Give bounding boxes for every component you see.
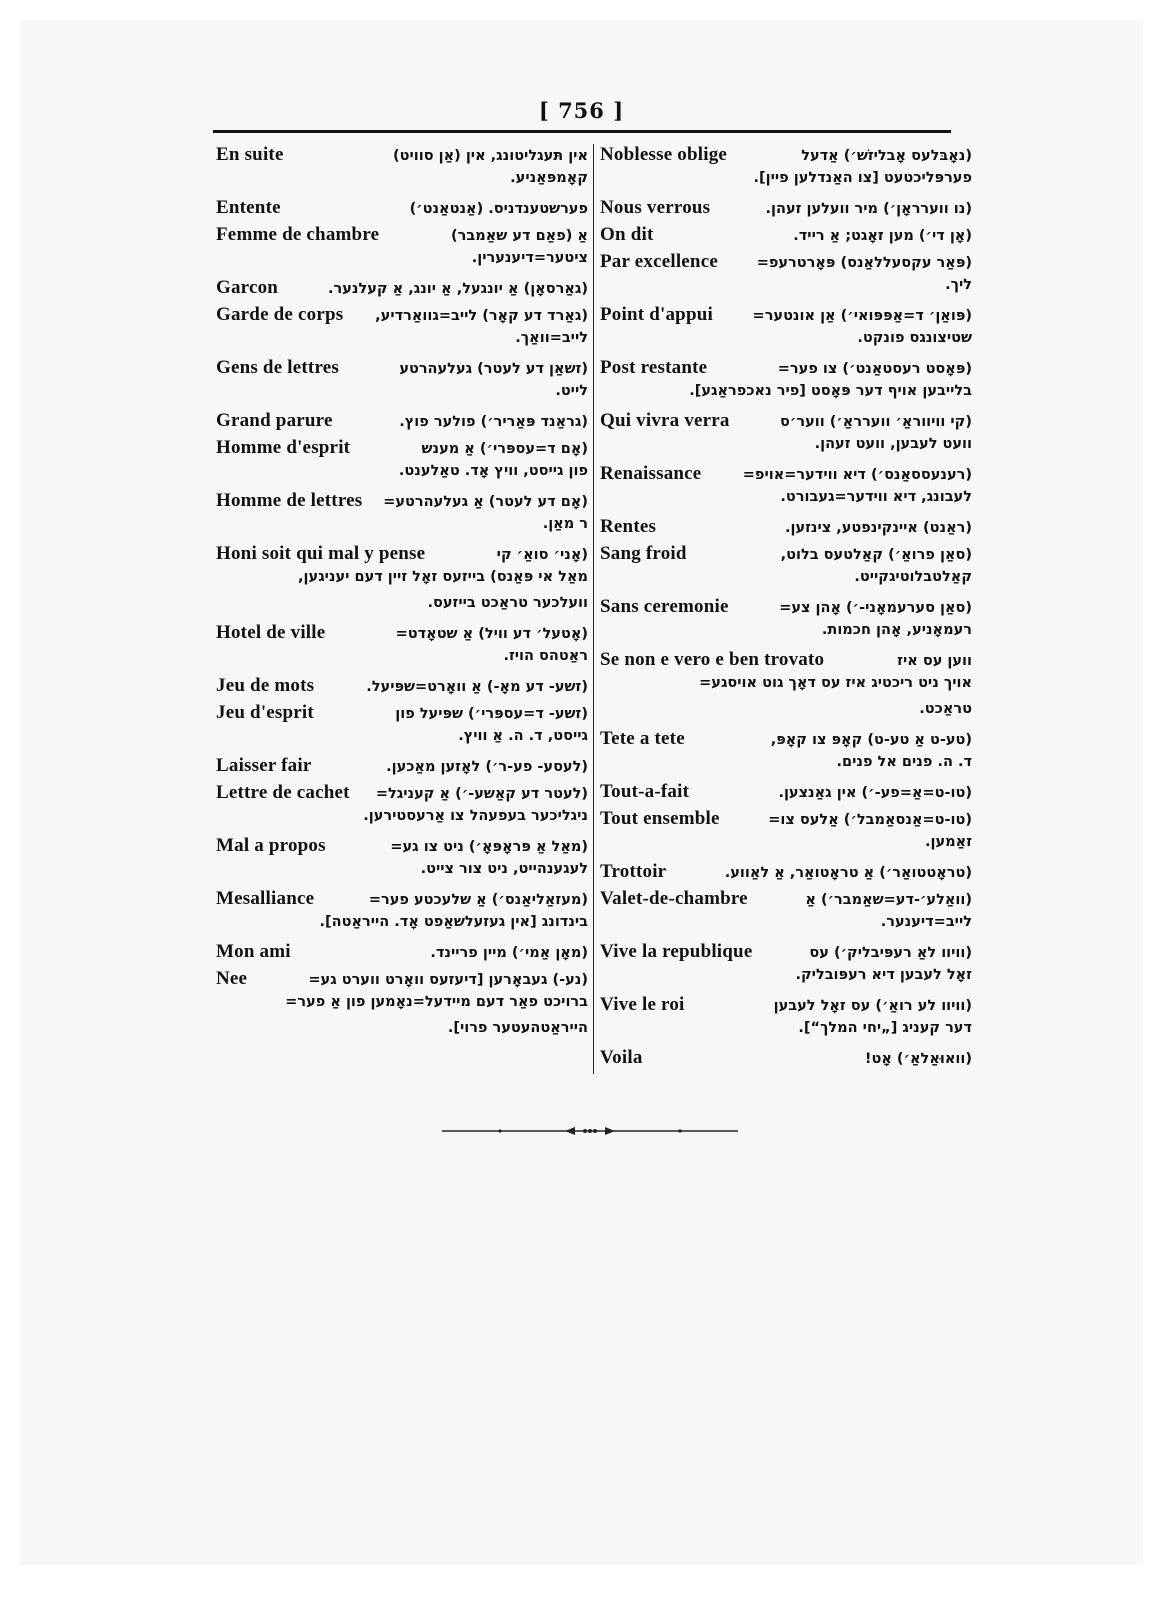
- page-number: [ 756 ]: [538, 98, 625, 123]
- entry-translation: (זשע- דע מאָ-) אַ וואָרט=שפּיעל.: [366, 679, 588, 695]
- entry-first-line: [216, 835, 588, 861]
- entry-translation: (זשאַן דע לעטר) געלעהרטע: [399, 361, 588, 377]
- entry-continuation: דער קעניג [„יחי המלך“].: [798, 1020, 972, 1036]
- dictionary-entry: [216, 437, 588, 489]
- entry-headword: Tout ensemble: [600, 808, 720, 829]
- entry-headword: Noblesse oblige: [600, 144, 728, 165]
- dictionary-entry: [600, 543, 972, 595]
- entry-translation: (נו ווערראָן׳) מיר וועלען זעהן.: [765, 201, 972, 217]
- dictionary-entry: [216, 277, 588, 303]
- header-rule: [213, 130, 951, 133]
- dictionary-entry: [600, 197, 972, 223]
- dictionary-entry: [600, 649, 972, 727]
- entry-first-line: [216, 224, 588, 250]
- entry-continuation: טראַכט.: [919, 701, 972, 717]
- dictionary-entry: [600, 516, 972, 542]
- dictionary-entry: [600, 941, 972, 993]
- entry-translation: (נאָבּלעס אָבליזשׁ׳) אַדעל: [801, 148, 972, 164]
- dictionary-entry: [216, 941, 588, 967]
- entry-translation: (נע-) געבאָרען [דיעזעס וואָרט ווערט גע=: [308, 972, 588, 988]
- entry-headword: Homme de lettres: [216, 490, 363, 511]
- entry-translation: (גאַרד דע קאָר) לייב=גוואַרדיע,: [375, 308, 588, 324]
- entry-headword: Entente: [216, 197, 281, 218]
- dictionary-entry: [600, 1047, 972, 1073]
- entry-continuation: גייסט, ד. ה. אַ וויץ.: [458, 728, 588, 744]
- entry-first-line: [600, 144, 972, 170]
- dictionary-entry: [600, 596, 972, 648]
- entry-translation: (טע-ט אַ טע-ט) קאָפּ צו קאָפּ,: [770, 732, 972, 748]
- entry-continuation: בינדונג [אין געזעלשאַפט אָד. הייראַטה].: [319, 914, 588, 930]
- entry-continuation: לעבונג, דיא ווידער=געבורט.: [780, 489, 972, 505]
- entry-first-line: [600, 224, 972, 250]
- entry-first-line: [216, 197, 588, 223]
- entry-first-line: [600, 463, 972, 489]
- entry-translation: (אָני׳ סואַ׳ קי: [496, 547, 588, 563]
- entry-headword: Mal a propos: [216, 835, 326, 856]
- dictionary-entry: [216, 702, 588, 754]
- entry-headword: Sans ceremonie: [600, 596, 729, 617]
- entry-first-line: [600, 304, 972, 330]
- entry-headword: Rentes: [600, 516, 657, 537]
- entry-first-line: [600, 516, 972, 542]
- entry-translation: (מאַל אַ פּראָפּאָ׳) ניט צו גע=: [390, 839, 588, 855]
- entry-headword: Vive le roi: [600, 994, 685, 1015]
- dictionary-entry: [600, 357, 972, 409]
- entry-translation: (אָטעל׳ דע וויל) אַ שטאָדט=: [395, 626, 588, 642]
- entry-translation: (אָן די׳) מען זאָגט; אַ רייד.: [793, 228, 972, 244]
- entry-first-line: [216, 437, 588, 463]
- entry-headword: Nous verrous: [600, 197, 711, 218]
- entry-first-line: [600, 251, 972, 277]
- entry-headword: Voila: [600, 1047, 643, 1068]
- entry-translation: (גראַנד פּאַריר׳) פולער פוץ.: [399, 414, 588, 430]
- entry-translation: (לעסע- פע-ר׳) לאָזען מאַכען.: [386, 759, 588, 775]
- entry-translation: (פּואַן׳ ד=אַפּפּואי׳) אַן אונטער=: [752, 308, 972, 324]
- entry-continuation: ניגליכער בעפעהל צו אַרעסטירען.: [363, 808, 588, 824]
- entry-first-line: [216, 357, 588, 383]
- entry-headword: Jeu de mots: [216, 675, 315, 696]
- entry-translation: (גאַרסאָן) אַ יונגעל, אַ יונג, אַ קעלנער.: [328, 281, 588, 297]
- entry-first-line: [216, 755, 588, 781]
- entry-first-line: [600, 888, 972, 914]
- entry-headword: Valet-de-chambre: [600, 888, 748, 909]
- entry-headword: Femme de chambre: [216, 224, 380, 245]
- entry-first-line: [600, 781, 972, 807]
- dictionary-entry: [600, 994, 972, 1046]
- entry-first-line: [600, 410, 972, 436]
- entry-headword: Garcon: [216, 277, 279, 298]
- entry-first-line: [216, 543, 588, 569]
- entry-translation: (זשע- ד=עספּרי׳) שפּיעל פון: [395, 706, 588, 722]
- entry-translation: (סאַן סערעמאָני-׳) אָהן צע=: [779, 600, 972, 616]
- dictionary-entry: [600, 251, 972, 303]
- entry-headword: Lettre de cachet: [216, 782, 350, 803]
- entry-translation: (סאַן פרואַ׳) קאַלטעס בלוט,: [780, 547, 972, 563]
- entry-continuation: פון גייסט, וויץ אָד. טאַלענט.: [398, 463, 588, 479]
- entry-headword: Renaissance: [600, 463, 702, 484]
- entry-translation: (וואַלע׳-דע=שאַמבר׳) אַ: [805, 892, 972, 908]
- entry-continuation: זאַמען.: [925, 834, 972, 850]
- entry-translation: ווען עס איז: [897, 653, 972, 669]
- entry-continuation: וועלכער טראַכט בייזעס.: [427, 595, 588, 611]
- entry-translation: אַ (פאַם דע שאַמבר): [451, 228, 588, 244]
- dictionary-entry: [216, 835, 588, 887]
- entry-translation: (קי וויווראַ׳ ווערראַ׳) ווער׳ס: [780, 414, 972, 430]
- entry-first-line: [600, 649, 972, 675]
- entry-first-line: [216, 675, 588, 701]
- entry-first-line: [600, 941, 972, 967]
- entry-headword: Mon ami: [216, 941, 291, 962]
- dictionary-entry: [600, 728, 972, 780]
- entry-first-line: [600, 861, 972, 887]
- entry-headword: Jeu d'esprit: [216, 702, 314, 723]
- entry-headword: Tete a tete: [600, 728, 685, 749]
- entry-first-line: [600, 197, 972, 223]
- dictionary-entry: [216, 224, 588, 276]
- entry-headword: Gens de lettres: [216, 357, 339, 378]
- entry-headword: Post restante: [600, 357, 708, 378]
- entry-translation: (וויוו לאַ רעפּיבליק׳) עס: [809, 945, 972, 961]
- entry-translation: (מעזאַליאַנס׳) אַ שלעכטע פער=: [368, 892, 588, 908]
- entry-continuation: הייראַטהעטער פרוי].: [447, 1020, 588, 1036]
- entry-headword: Honi soit qui mal y pense: [216, 543, 426, 564]
- dictionary-entry: [216, 888, 588, 940]
- entry-headword: Se non e vero e ben trovato: [600, 649, 825, 670]
- entry-continuation: לייב=דיענער.: [880, 914, 972, 930]
- entry-translation: (אָם דע לעטר) אַ געלעהרטע=: [383, 494, 588, 510]
- entry-translation: (טו-ט=אַנסאַמבל׳) אַלעס צו=: [768, 812, 972, 828]
- dictionary-entry: [600, 410, 972, 462]
- entry-continuation: שטיצונגס פונקט.: [857, 330, 972, 346]
- entry-headword: Par excellence: [600, 251, 718, 272]
- entry-first-line: [216, 410, 588, 436]
- entry-continuation: קאָמפּאַניע.: [510, 170, 588, 186]
- scanned-page: [20, 20, 1143, 1565]
- entry-headword: Nee: [216, 968, 248, 989]
- left-column: [216, 144, 588, 1047]
- entry-first-line: [600, 543, 972, 569]
- entry-translation: (וואוּאַלאַ׳) אָט!: [864, 1051, 972, 1067]
- dictionary-entry: [600, 861, 972, 887]
- entry-first-line: [600, 1047, 972, 1073]
- entry-headword: Hotel de ville: [216, 622, 326, 643]
- entry-first-line: [600, 596, 972, 622]
- entry-first-line: [600, 357, 972, 383]
- entry-continuation: קאַלטבלוטיגקייט.: [854, 569, 972, 585]
- entry-first-line: [600, 808, 972, 834]
- dictionary-entry: [216, 304, 588, 356]
- entry-translation: (מאָן אַמי׳) מיין פריינד.: [430, 945, 588, 961]
- entry-headword: Grand parure: [216, 410, 333, 431]
- entry-translation: (רענעססאַנס׳) דיא ווידער=אויפ=: [742, 467, 972, 483]
- entry-continuation: רעמאָניע, אָהן חכמות.: [821, 622, 972, 638]
- entry-headword: Mesalliance: [216, 888, 315, 909]
- entry-continuation: זאָל לעבען דיא רעפּובליק.: [795, 967, 972, 983]
- entry-translation: (טראָטטואַר׳) אַ טראָטואַר, אַ לאַווע.: [724, 865, 972, 881]
- dictionary-entry: [216, 410, 588, 436]
- dictionary-entry: [216, 968, 588, 1046]
- entry-continuation: ראַטהס הויז.: [503, 648, 588, 664]
- dictionary-entry: [600, 463, 972, 515]
- entry-headword: Trottoir: [600, 861, 667, 882]
- entry-continuation: בלייבען אויף דער פּאָסט [פיר נאכפראַגע].: [689, 383, 972, 399]
- dictionary-entry: [600, 808, 972, 860]
- entry-continuation: לייט.: [555, 383, 588, 399]
- dictionary-entry: [216, 782, 588, 834]
- entry-first-line: [600, 728, 972, 754]
- entry-continuation: וועט לעבען, וועט זעהן.: [814, 436, 972, 452]
- entry-first-line: [216, 888, 588, 914]
- entry-first-line: [216, 304, 588, 330]
- column-divider: [593, 144, 594, 1074]
- entry-headword: Homme d'esprit: [216, 437, 351, 458]
- dictionary-entry: [216, 197, 588, 223]
- entry-continuation: ברויכט פאַר דעם מיידעל=נאָמען פון אַ פער=: [285, 994, 588, 1010]
- end-ornament: [440, 1125, 740, 1137]
- entry-translation: (לעטר דע קאַשע-׳) אַ קעניגל=: [375, 786, 588, 802]
- entry-first-line: [216, 941, 588, 967]
- dictionary-entry: [216, 490, 588, 542]
- entry-first-line: [216, 277, 588, 303]
- dictionary-entry: [216, 755, 588, 781]
- dictionary-entry: [600, 304, 972, 356]
- entry-headword: Vive la republique: [600, 941, 753, 962]
- dictionary-entry: [216, 675, 588, 701]
- entry-headword: Garde de corps: [216, 304, 344, 325]
- entry-headword: Sang froid: [600, 543, 687, 564]
- entry-headword: On dit: [600, 224, 654, 245]
- dictionary-entry: [216, 543, 588, 621]
- entry-first-line: [216, 490, 588, 516]
- entry-translation: (פּאַר עקסעללאַנס) פּאָרטרעפ=: [756, 255, 972, 271]
- entry-continuation: ר מאַן.: [542, 516, 588, 532]
- entry-headword: Laisser fair: [216, 755, 312, 776]
- entry-translation: (אָם ד=עספּרי׳) אַ מענש: [421, 441, 588, 457]
- entry-continuation: ד. ה. פנים אל פנים.: [836, 754, 972, 770]
- entry-first-line: [216, 782, 588, 808]
- right-column: [600, 144, 972, 1074]
- entry-first-line: [216, 144, 588, 170]
- entry-continuation: ליך.: [945, 277, 972, 293]
- entry-first-line: [216, 968, 588, 994]
- entry-continuation: לעגענהייט, ניט צור צייט.: [420, 861, 588, 877]
- entry-continuation: אויך ניט ריכטיג איז עס דאָך גוט אויסגע=: [699, 675, 972, 691]
- entry-headword: Tout-a-fait: [600, 781, 690, 802]
- entry-translation: (וויוו לע רואַ׳) עס זאָל לעבען: [773, 998, 972, 1014]
- dictionary-entry: [216, 622, 588, 674]
- entry-first-line: [216, 702, 588, 728]
- entry-translation: (פּאָסט רעסטאַנט׳) צו פער=: [777, 361, 972, 377]
- entry-translation: (ראַנט) איינקינפטע, צינזען.: [784, 520, 972, 536]
- entry-continuation: ציטער=דיענערין.: [471, 250, 588, 266]
- dictionary-entry: [600, 224, 972, 250]
- dictionary-entry: [600, 144, 972, 196]
- dictionary-entry: [600, 888, 972, 940]
- entry-first-line: [216, 622, 588, 648]
- entry-headword: En suite: [216, 144, 284, 165]
- entry-translation: אין תּעגליטונג, אין (אַן סוויט): [393, 148, 588, 164]
- dictionary-entry: [216, 144, 588, 196]
- entry-continuation: מאַל אי פּאַנס) בייזעס זאָל זיין דעם יעניגען,: [298, 569, 588, 585]
- entry-continuation: לייב=וואַך.: [515, 330, 588, 346]
- dictionary-entry: [216, 357, 588, 409]
- dictionary-entry: [600, 781, 972, 807]
- entry-headword: Point d'appui: [600, 304, 713, 325]
- entry-continuation: פערפּליכטעט [צו האַנדלען פיין].: [753, 170, 972, 186]
- entry-translation: פערשטענדניס. (אַנטאַנט׳): [409, 201, 588, 217]
- entry-first-line: [600, 994, 972, 1020]
- entry-headword: Qui vivra verra: [600, 410, 730, 431]
- entry-translation: (טו-ט=אַ=פע-׳) אין גאַנצען.: [778, 785, 972, 801]
